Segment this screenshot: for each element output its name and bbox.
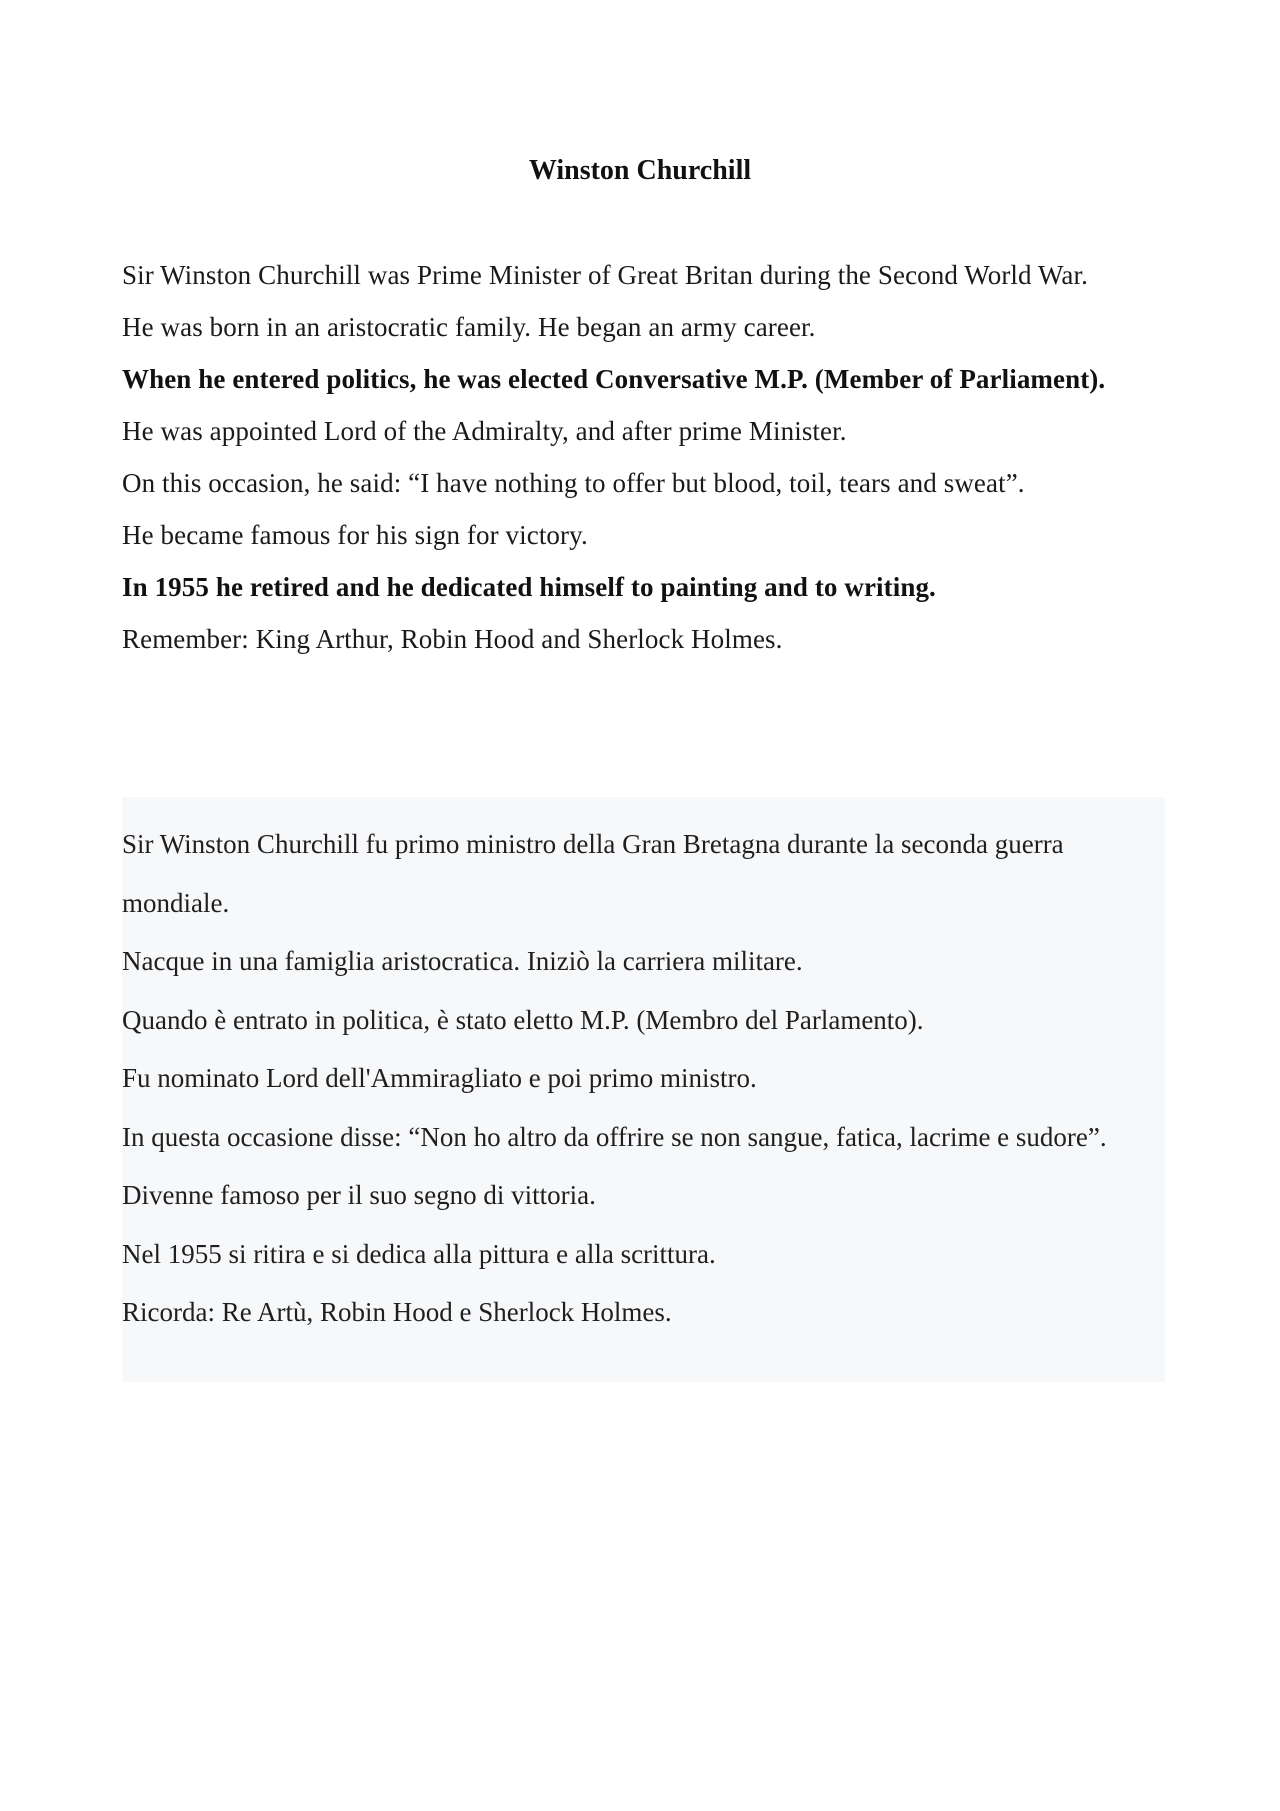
english-paragraph: He became famous for his sign for victory. <box>122 520 588 550</box>
italian-paragraph: In questa occasione disse: “Non ho altro da offrire se non sangue, fatica, lacrime e sudore”. <box>122 1121 1107 1152</box>
italian-paragraph: Ricorda: Re Artù, Robin Hood e Sherlock Holmes. <box>122 1297 672 1327</box>
english-paragraph: He was born in an aristocratic family. He began an army career. <box>122 312 816 342</box>
english-paragraph-bold: When he entered politics, he was elected Conversative M.P. (Member of Parliament). <box>122 364 1106 394</box>
italian-paragraph: Fu nominato Lord dell'Ammiragliato e poi primo ministro. <box>122 1063 757 1093</box>
document-title: Winston Churchill <box>528 155 752 186</box>
italian-paragraph: Nacque in una famiglia aristocratica. Iniziò la carriera militare. <box>122 946 803 976</box>
english-paragraph: Remember: King Arthur, Robin Hood and Sherlock Holmes. <box>122 624 783 654</box>
english-paragraph: On this occasion, he said: “I have nothing to offer but blood, toil, tears and sweat”. <box>122 468 1025 498</box>
italian-paragraph: Quando è entrato in politica, è stato eletto M.P. (Membro del Parlamento). <box>122 1004 924 1035</box>
english-paragraph: He was appointed Lord of the Admiralty, and after prime Minister. <box>122 416 847 446</box>
english-text-section <box>122 258 1167 674</box>
italian-paragraph: Divenne famoso per il suo segno di vittoria. <box>122 1180 596 1210</box>
english-paragraph-bold: In 1955 he retired and he dedicated himself to painting and to writing. <box>122 572 936 602</box>
italian-paragraph: Nel 1955 si ritira e si dedica alla pittura e alla scrittura. <box>122 1238 716 1269</box>
italian-translation-section <box>122 815 1165 1342</box>
italian-paragraph: Sir Winston Churchill fu primo ministro della Gran Bretagna durante la seconda guerra mondiale. <box>122 829 1064 918</box>
english-paragraph: Sir Winston Churchill was Prime Minister of Great Britan during the Second World War. <box>122 260 1088 290</box>
